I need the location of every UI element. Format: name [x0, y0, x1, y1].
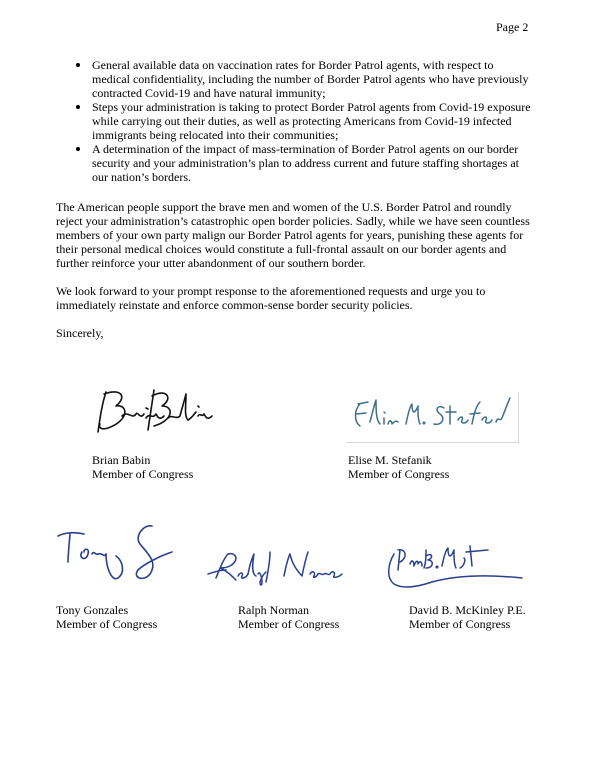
signer-name: Ralph Norman — [238, 603, 309, 617]
signer-name: Brian Babin — [92, 453, 151, 467]
list-item: General available data on vaccination rates for Border Patrol agents, with respect to medical confidentiality, including the number of Border Patrol agents who have previously contracted Covid-19 and have natural immunity; — [56, 58, 532, 100]
signature-block-brian-babin — [92, 453, 193, 481]
signer-name: Tony Gonzales — [56, 603, 129, 617]
body-paragraph: We look forward to your prompt response to the aforementioned requests and urge you to immediately reinstate and enforce common-sense border security policies. — [56, 284, 486, 312]
signature-tony-gonzales — [56, 522, 176, 588]
signature-block-elise-stefanik — [348, 453, 449, 481]
signer-title: Member of Congress — [56, 617, 158, 631]
request-list — [56, 58, 532, 184]
signer-title: Member of Congress — [348, 467, 450, 481]
list-item: Steps your administration is taking to protect Border Patrol agents from Covid-19 exposure while carrying out their duties, as well as protecting Americans from Covid-19 infected immigrants being relocated into their communities; — [56, 100, 532, 142]
page-number: Page 2 — [496, 20, 529, 34]
signature-block-tony-gonzales — [56, 603, 157, 631]
signature-brian-babin — [94, 384, 219, 436]
body-paragraph: The American people support the brave men and women of the U.S. Border Patrol and roundly reject your administration’s catastrophic open border policies. Sadly, while we have seen countless members of your own party malign our Border Patrol agents for years, punishing these agents for their personal medical choices would constitute a full-frontal assault on our border agents and further reinforce your utter abandonment of our southern border. — [56, 200, 530, 270]
signer-title: Member of Congress — [238, 617, 340, 631]
signature-david-mckinley — [384, 540, 526, 592]
signer-name: David B. McKinley P.E. — [409, 603, 526, 617]
signer-name: Elise M. Stefanik — [348, 453, 432, 467]
signature-block-ralph-norman — [238, 603, 339, 631]
signer-title: Member of Congress — [409, 617, 511, 631]
closing: Sincerely, — [56, 326, 104, 340]
signature-block-david-mckinley — [409, 603, 526, 631]
signature-elise-stefanik — [346, 392, 519, 443]
signature-ralph-norman — [206, 548, 344, 588]
list-item: A determination of the impact of mass-termination of Border Patrol agents on our border security and your administration’s plan to address current and future staffing shortages at our nation’s borders. — [56, 142, 532, 184]
signer-title: Member of Congress — [92, 467, 194, 481]
